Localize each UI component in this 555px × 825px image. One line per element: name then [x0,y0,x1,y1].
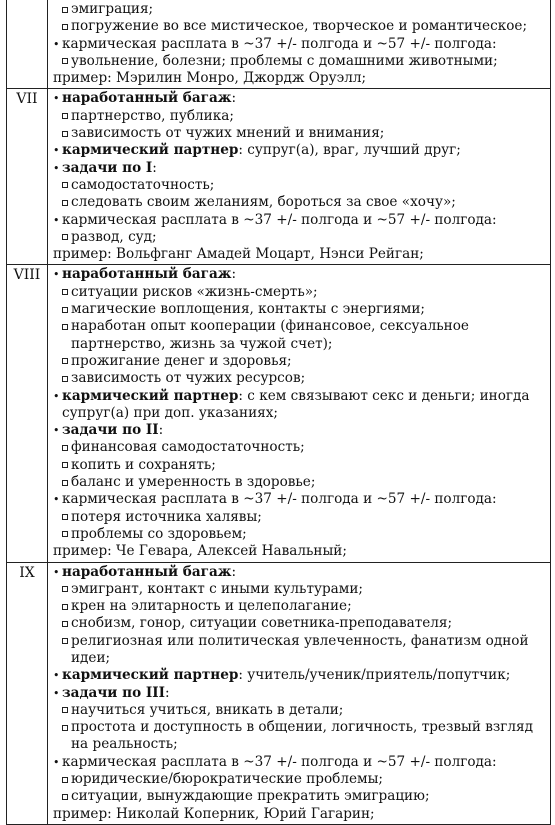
square-bullet-icon [62,615,71,632]
sub-item-text: эмигрант, контакт с иными культурами; [71,580,364,597]
square-bullet-icon [62,771,71,788]
sub-item-text: простота и доступность в общении, логичность, трезвый взгляд на реальность; [71,719,534,753]
bullet-item [53,142,550,159]
bullet-body: : [231,266,237,283]
sub-item [53,194,550,211]
sub-item-text: прожигание денег и здоровья; [71,352,292,369]
square-bullet-icon [62,633,71,650]
house-description [48,89,551,265]
bullet-item [53,685,550,702]
house-number: IX [7,562,48,824]
bullet-text [62,422,550,439]
square-bullet-icon [62,702,71,719]
bullet-item [53,667,550,684]
bullet-body: : с кем связывают секс и деньги; иногда супруг(а) при доп. указаниях; [62,387,530,421]
sub-item-text: магические воплощения, контакты с энергиями; [71,301,426,318]
bullet-dot-icon: • [53,213,60,227]
square-bullet-icon [62,318,71,335]
sub-item [53,108,550,125]
example-line: пример: Вольфганг Амадей Моцарт, Нэнси Рейган; [53,246,424,263]
sub-item-text: зависимость от чужих ресурсов; [71,370,306,387]
square-bullet-icon [62,474,71,491]
bullet-item [53,491,550,508]
square-bullet-icon [62,719,71,736]
bullet-body: : [152,159,157,176]
sub-item-text: самодостаточность; [71,176,215,193]
bullet-dot-icon: • [53,669,60,683]
bullet-body: : учитель/ученик/приятель/попутчик; [238,667,511,684]
sub-item-text: развод, суд; [71,228,157,245]
sub-item-text: баланс и умеренность в здоровье; [71,474,316,491]
square-bullet-icon [62,229,71,246]
bullet-item [53,90,550,107]
sub-item [53,353,550,370]
example-line: пример: Че Гевара, Алексей Навальный; [53,543,347,560]
sub-item-text: проблемы со здоровьем; [71,525,247,542]
bullet-text [62,160,550,177]
square-bullet-icon [62,457,71,474]
sub-item [53,457,550,474]
table-row [7,0,551,89]
bullet-item [53,754,550,771]
sub-item-text: потеря источника халявы; [71,508,262,525]
bullet-heading: кармический партнер [62,667,239,684]
square-bullet-icon [62,284,71,301]
sub-item-text: юридические/бюрократические проблемы; [71,771,383,788]
bullet-heading: наработанный багаж [62,266,232,283]
bullet-item [53,564,550,581]
bullet-body: : [164,684,170,701]
sub-item [53,598,550,615]
square-bullet-icon [62,526,71,543]
house-description [48,265,551,562]
house-number [7,0,48,89]
sub-item-text: наработан опыт кооперации (финансовое, сексуальное партнерство, жизнь за чужой счет); [71,318,469,352]
square-bullet-icon [62,194,71,211]
bullet-body: кармическая расплата в ~37 +/- полгода и ~57 +/- полгода: [62,211,497,228]
sub-item [53,318,550,353]
sub-item [53,771,550,788]
bullet-dot-icon: • [53,424,60,438]
bullet-heading: кармический партнер [62,387,239,404]
house-number: VII [7,89,48,265]
example-line: пример: Николай Коперник, Юрий Гагарин; [53,805,375,822]
square-bullet-icon [62,301,71,318]
bullet-text [62,667,550,684]
sub-item [53,474,550,491]
square-bullet-icon [62,581,71,598]
bullet-dot-icon: • [53,144,60,158]
sub-item [53,53,550,70]
sub-item-text: крен на элитарность и целеполагание; [71,598,352,615]
bullet-body: кармическая расплата в ~37 +/- полгода и ~57 +/- полгода: [62,35,497,52]
bullet-text [62,212,550,229]
sub-item-text: увольнение, болезни; проблемы с домашними животными; [71,52,498,69]
house-description [48,0,551,89]
example-line: пример: Мэрилин Монро, Джордж Оруэлл; [53,70,367,87]
sub-item-text: копить и сохранять; [71,456,216,473]
bullet-text [62,90,550,107]
square-bullet-icon [62,108,71,125]
bullet-body: : супруг(а), враг, лучший друг; [238,142,461,159]
table-row [7,265,551,562]
house-description [48,562,551,824]
bullet-dot-icon: • [53,161,60,175]
sub-item [53,301,550,318]
bullet-heading: наработанный багаж [62,90,232,107]
sub-item [53,18,550,35]
square-bullet-icon [62,125,71,142]
bullet-text [62,36,550,53]
sub-item [53,702,550,719]
sub-item [53,370,550,387]
sub-item-text: снобизм, гонор, ситуации советника-преподавателя; [71,615,453,632]
bullet-text [62,491,550,508]
bullet-dot-icon: • [53,686,60,700]
sub-item [53,284,550,301]
bullet-body: : [231,563,237,580]
bullet-body: : [231,90,237,107]
bullet-item [53,160,550,177]
sub-item-text: следовать своим желаниям, бороться за свое «хочу»; [71,194,456,211]
karmic-houses-table [6,0,551,825]
bullet-item [53,36,550,53]
sub-item [53,177,550,194]
bullet-dot-icon: • [53,37,60,51]
square-bullet-icon [62,788,71,805]
sub-item-text: научиться учиться, вникать в детали; [71,701,344,718]
square-bullet-icon [62,18,71,35]
sub-item-text: финансовая самодостаточность; [71,439,305,456]
bullet-text [62,266,550,283]
sub-item [53,439,550,456]
table-row [7,89,551,265]
sub-item [53,229,550,246]
bullet-dot-icon: • [53,389,60,403]
bullet-item [53,422,550,439]
square-bullet-icon [62,439,71,456]
house-number: VIII [7,265,48,562]
sub-item [53,788,550,805]
bullet-body: кармическая расплата в ~37 +/- полгода и ~57 +/- полгода: [62,753,497,770]
square-bullet-icon [62,53,71,70]
table-body [7,0,551,824]
bullet-body: : [158,422,164,439]
bullet-text [62,754,550,771]
bullet-heading: наработанный багаж [62,563,232,580]
sub-item [53,125,550,142]
bullet-heading: кармический партнер [62,142,239,159]
sub-item [53,633,550,668]
sub-item-text: эмиграция; [71,1,154,17]
bullet-heading: задачи по II [62,422,159,439]
bullet-text [62,564,550,581]
bullet-item [53,266,550,283]
sub-item [53,1,550,18]
bullet-dot-icon: • [53,92,60,106]
sub-item-text: ситуации, вынуждающие прекратить эмиграцию; [71,788,430,805]
square-bullet-icon [62,509,71,526]
sub-item-text: зависимость от чужих мнений и внимания; [71,125,385,142]
bullet-dot-icon: • [53,565,60,579]
sub-item-text: ситуации рисков «жизнь-смерть»; [71,283,318,300]
sub-item-text: партнерство, публика; [71,107,234,124]
bullet-dot-icon: • [53,755,60,769]
square-bullet-icon [62,370,71,387]
sub-item [53,581,550,598]
bullet-text [62,388,550,423]
bullet-body: кармическая расплата в ~37 +/- полгода и ~57 +/- полгода: [62,491,497,508]
sub-item [53,719,550,754]
sub-item-text: погружение во все мистическое, творческое и романтическое; [71,18,528,35]
bullet-heading: задачи по I [62,159,153,176]
sub-item [53,509,550,526]
bullet-heading: задачи по III [62,684,165,701]
bullet-text [62,142,550,159]
square-bullet-icon [62,598,71,615]
bullet-dot-icon: • [53,268,60,282]
bullet-item [53,388,550,423]
bullet-item [53,212,550,229]
bullet-text [62,685,550,702]
sub-item [53,526,550,543]
table-row [7,562,551,824]
sub-item [53,615,550,632]
square-bullet-icon [62,1,71,18]
sub-item-text: религиозная или политическая увлеченность, фанатизм одной идеи; [71,632,529,666]
bullet-dot-icon: • [53,493,60,507]
square-bullet-icon [62,353,71,370]
square-bullet-icon [62,177,71,194]
